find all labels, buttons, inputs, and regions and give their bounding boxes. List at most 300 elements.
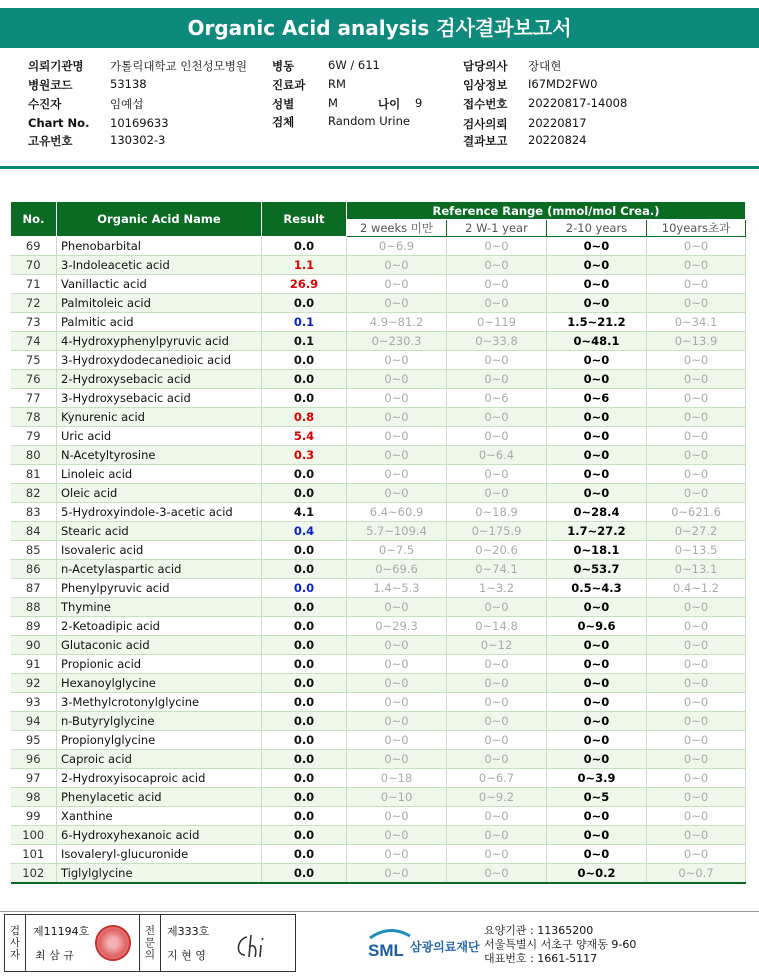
ref-under-2w: 0~0 [347, 427, 447, 446]
header-result: Result [262, 202, 347, 237]
header-name: Organic Acid Name [57, 202, 262, 237]
ref-under-2w: 0~0 [347, 826, 447, 845]
ref-under-2w: 0~0 [347, 655, 447, 674]
ref-under-2w: 0~10 [347, 788, 447, 807]
ref-under-2w: 1.4~5.3 [347, 579, 447, 598]
table-row [11, 560, 746, 579]
table-row [11, 845, 746, 864]
ref-over-10y: 0~0 [647, 788, 746, 807]
result-value: 0.0 [262, 807, 347, 826]
acid-name: Propionic acid [57, 655, 262, 674]
table-row [11, 237, 746, 256]
row-number: 86 [11, 560, 57, 579]
confirmer-vertical-label: 전 문 의 [144, 925, 156, 961]
ref-over-10y: 0~0 [647, 655, 746, 674]
acid-name: 3-Indoleacetic acid [57, 256, 262, 275]
row-number: 96 [11, 750, 57, 769]
row-number: 73 [11, 313, 57, 332]
table-row [11, 807, 746, 826]
ref-2-10y: 0~0 [547, 750, 647, 769]
ref-over-10y: 0~34.1 [647, 313, 746, 332]
row-number: 78 [11, 408, 57, 427]
chart-label: Chart No. [28, 116, 90, 130]
ref-2w-1y: 0~0 [447, 655, 547, 674]
ref-under-2w: 0~0 [347, 598, 447, 617]
table-row [11, 294, 746, 313]
ref-under-2w: 0~0 [347, 864, 447, 883]
header-ref-2: 2 W-1 year [447, 220, 547, 237]
table-row [11, 389, 746, 408]
ref-2-10y: 0~0 [547, 845, 647, 864]
table-row [11, 826, 746, 845]
row-number: 81 [11, 465, 57, 484]
result-value: 0.0 [262, 541, 347, 560]
ref-over-10y: 0~0 [647, 750, 746, 769]
ref-2w-1y: 0~14.8 [447, 617, 547, 636]
ref-2w-1y: 0~175.9 [447, 522, 547, 541]
row-number: 69 [11, 237, 57, 256]
acid-name: n-Butyrylglycine [57, 712, 262, 731]
ref-over-10y: 0~0 [647, 826, 746, 845]
ref-over-10y: 0~0 [647, 275, 746, 294]
ref-over-10y: 0~0 [647, 446, 746, 465]
ref-2-10y: 0~0 [547, 731, 647, 750]
acid-name: n-Acetylaspartic acid [57, 560, 262, 579]
result-value: 0.8 [262, 408, 347, 427]
divider [0, 166, 759, 169]
ref-2w-1y: 0~0 [447, 712, 547, 731]
table-row [11, 313, 746, 332]
age-value: 9 [415, 96, 423, 110]
ref-over-10y: 0~0 [647, 256, 746, 275]
result-value: 0.1 [262, 313, 347, 332]
ref-2-10y: 0~0 [547, 598, 647, 617]
dept-label: 진료과 [272, 78, 306, 92]
table-row [11, 579, 746, 598]
ref-2w-1y: 0~12 [447, 636, 547, 655]
acid-name: 4-Hydroxyphenylpyruvic acid [57, 332, 262, 351]
result-value: 0.0 [262, 655, 347, 674]
ref-under-2w: 0~0 [347, 693, 447, 712]
table-row [11, 788, 746, 807]
examiner-vertical-label: 검 사 자 [9, 925, 21, 961]
ref-over-10y: 0~0 [647, 427, 746, 446]
ref-2w-1y: 0~20.6 [447, 541, 547, 560]
ref-over-10y: 0~0 [647, 598, 746, 617]
ref-2-10y: 0~0 [547, 807, 647, 826]
ref-under-2w: 0~69.6 [347, 560, 447, 579]
ref-under-2w: 0~0 [347, 370, 447, 389]
age-label: 나이 [378, 97, 401, 111]
request-value: 20220817 [528, 116, 587, 130]
ref-2-10y: 0~3.9 [547, 769, 647, 788]
row-number: 77 [11, 389, 57, 408]
acid-name: 2-Ketoadipic acid [57, 617, 262, 636]
ref-over-10y: 0~0 [647, 370, 746, 389]
row-number: 82 [11, 484, 57, 503]
ref-under-2w: 5.7~109.4 [347, 522, 447, 541]
ref-2w-1y: 0~0 [447, 256, 547, 275]
row-number: 100 [11, 826, 57, 845]
result-value: 0.0 [262, 826, 347, 845]
acid-name: Xanthine [57, 807, 262, 826]
row-number: 89 [11, 617, 57, 636]
doctor-label: 담당의사 [463, 59, 508, 73]
ref-over-10y: 0~0 [647, 807, 746, 826]
result-value: 0.0 [262, 636, 347, 655]
result-value: 4.1 [262, 503, 347, 522]
sex-label: 성별 [272, 97, 295, 111]
table-row [11, 731, 746, 750]
examiner-name: 최 삼 규 [35, 949, 74, 962]
hospital-code-label: 병원코드 [28, 78, 73, 92]
ref-under-2w: 4.9~81.2 [347, 313, 447, 332]
table-row [11, 370, 746, 389]
ref-under-2w: 0~0 [347, 446, 447, 465]
row-number: 80 [11, 446, 57, 465]
ref-2w-1y: 0~0 [447, 731, 547, 750]
request-label: 검사의뢰 [463, 117, 508, 131]
ref-2-10y: 0~0 [547, 465, 647, 484]
ref-over-10y: 0~0 [647, 845, 746, 864]
table-row [11, 769, 746, 788]
receipt-label: 접수번호 [463, 97, 508, 111]
ref-2-10y: 0~0 [547, 427, 647, 446]
ref-2w-1y: 0~74.1 [447, 560, 547, 579]
ref-over-10y: 0~0 [647, 769, 746, 788]
acid-name: 2-Hydroxysebacic acid [57, 370, 262, 389]
patient-info [0, 56, 759, 156]
ref-under-2w: 6.4~60.9 [347, 503, 447, 522]
results-table [10, 201, 746, 884]
row-number: 95 [11, 731, 57, 750]
ref-over-10y: 0~0 [647, 465, 746, 484]
acid-name: 2-Hydroxyisocaproic acid [57, 769, 262, 788]
report-date-label: 결과보고 [463, 134, 508, 148]
report-title: Organic Acid analysis 검사결과보고서 [0, 8, 759, 48]
acid-name: Uric acid [57, 427, 262, 446]
table-row [11, 864, 746, 883]
row-number: 94 [11, 712, 57, 731]
ref-under-2w: 0~0 [347, 484, 447, 503]
ref-over-10y: 0~0 [647, 712, 746, 731]
acid-name: 6-Hydroxyhexanoic acid [57, 826, 262, 845]
table-row [11, 617, 746, 636]
ref-over-10y: 0~0 [647, 636, 746, 655]
table-row [11, 465, 746, 484]
row-number: 92 [11, 674, 57, 693]
unique-value: 130302-3 [110, 133, 166, 147]
result-value: 0.0 [262, 465, 347, 484]
result-value: 0.0 [262, 674, 347, 693]
ref-2-10y: 0~0 [547, 370, 647, 389]
acid-name: Palmitoleic acid [57, 294, 262, 313]
ref-over-10y: 0~13.9 [647, 332, 746, 351]
specimen-label: 검체 [272, 115, 295, 129]
row-number: 87 [11, 579, 57, 598]
ref-under-2w: 0~0 [347, 750, 447, 769]
row-number: 84 [11, 522, 57, 541]
ref-2w-1y: 0~0 [447, 484, 547, 503]
ref-2-10y: 0~53.7 [547, 560, 647, 579]
ward-label: 병동 [272, 59, 295, 73]
result-value: 0.0 [262, 864, 347, 883]
ref-under-2w: 0~0 [347, 674, 447, 693]
ref-2w-1y: 0~0 [447, 750, 547, 769]
org-code: 요양기관 : 11365200 [484, 924, 594, 937]
row-number: 99 [11, 807, 57, 826]
ref-2-10y: 0~0 [547, 655, 647, 674]
acid-name: Linoleic acid [57, 465, 262, 484]
ref-under-2w: 0~230.3 [347, 332, 447, 351]
ref-under-2w: 0~0 [347, 408, 447, 427]
result-value: 26.9 [262, 275, 347, 294]
ref-2w-1y: 0~0 [447, 465, 547, 484]
header-ref-4: 10years초과 [647, 220, 746, 237]
ref-under-2w: 0~6.9 [347, 237, 447, 256]
ref-2w-1y: 0~0 [447, 807, 547, 826]
result-value: 0.0 [262, 351, 347, 370]
acid-name: Tiglylglycine [57, 864, 262, 883]
receipt-value: 20220817-14008 [528, 96, 628, 110]
header-reference: Reference Range (mmol/mol Crea.) [347, 202, 746, 220]
signature [233, 931, 273, 967]
acid-name: N-Acetyltyrosine [57, 446, 262, 465]
ref-2-10y: 0~5 [547, 788, 647, 807]
ref-2-10y: 0~48.1 [547, 332, 647, 351]
result-value: 0.0 [262, 370, 347, 389]
ref-2w-1y: 0~0 [447, 674, 547, 693]
ref-over-10y: 0~0.7 [647, 864, 746, 883]
ref-2-10y: 0~18.1 [547, 541, 647, 560]
ref-under-2w: 0~0 [347, 807, 447, 826]
row-number: 76 [11, 370, 57, 389]
ref-2w-1y: 0~0 [447, 294, 547, 313]
table-row [11, 484, 746, 503]
dept-value: RM [328, 77, 346, 91]
ref-2-10y: 0~0 [547, 484, 647, 503]
row-number: 88 [11, 598, 57, 617]
table-row [11, 256, 746, 275]
row-number: 75 [11, 351, 57, 370]
result-value: 0.4 [262, 522, 347, 541]
seal-stamp [95, 925, 131, 961]
acid-name: Thymine [57, 598, 262, 617]
ref-over-10y: 0~0 [647, 484, 746, 503]
doctor-value: 장대현 [528, 59, 562, 73]
table-row [11, 750, 746, 769]
ref-over-10y: 0~13.5 [647, 541, 746, 560]
ref-2w-1y: 0~0 [447, 275, 547, 294]
ref-2w-1y: 0~9.2 [447, 788, 547, 807]
table-row [11, 674, 746, 693]
row-number: 71 [11, 275, 57, 294]
ref-over-10y: 0.4~1.2 [647, 579, 746, 598]
table-row [11, 712, 746, 731]
examiner-id: 제11194호 [33, 925, 90, 938]
acid-name: Oleic acid [57, 484, 262, 503]
ref-over-10y: 0~0 [647, 693, 746, 712]
ref-2-10y: 0~0 [547, 674, 647, 693]
org-phone: 대표번호 : 1661-5117 [484, 952, 598, 965]
ref-over-10y: 0~0 [647, 617, 746, 636]
header-ref-1: 2 weeks 미만 [347, 220, 447, 237]
result-value: 0.0 [262, 693, 347, 712]
table-row [11, 332, 746, 351]
result-value: 0.0 [262, 617, 347, 636]
ref-2-10y: 0~9.6 [547, 617, 647, 636]
ref-2w-1y: 0~6.4 [447, 446, 547, 465]
acid-name: Isovaleric acid [57, 541, 262, 560]
acid-name: 3-Hydroxysebacic acid [57, 389, 262, 408]
hospital-code-value: 53138 [110, 77, 147, 91]
row-number: 101 [11, 845, 57, 864]
row-number: 70 [11, 256, 57, 275]
specimen-value: Random Urine [328, 114, 410, 128]
acid-name: Stearic acid [57, 522, 262, 541]
row-number: 72 [11, 294, 57, 313]
ref-over-10y: 0~0 [647, 674, 746, 693]
ref-under-2w: 0~18 [347, 769, 447, 788]
result-value: 0.0 [262, 845, 347, 864]
result-value: 0.1 [262, 332, 347, 351]
ref-under-2w: 0~0 [347, 712, 447, 731]
ref-2w-1y: 0~0 [447, 427, 547, 446]
ref-2-10y: 0~0 [547, 256, 647, 275]
ref-2-10y: 0~0 [547, 294, 647, 313]
sex-value: M [328, 96, 338, 110]
ref-under-2w: 0~0 [347, 256, 447, 275]
table-row [11, 655, 746, 674]
acid-name: Palmitic acid [57, 313, 262, 332]
ref-over-10y: 0~0 [647, 294, 746, 313]
ref-2-10y: 0~28.4 [547, 503, 647, 522]
acid-name: 5-Hydroxyindole-3-acetic acid [57, 503, 262, 522]
ref-over-10y: 0~13.1 [647, 560, 746, 579]
ref-2-10y: 0~0 [547, 693, 647, 712]
ref-2-10y: 0~0.2 [547, 864, 647, 883]
results-body [11, 237, 746, 883]
acid-name: 3-Methylcrotonylglycine [57, 693, 262, 712]
ref-over-10y: 0~0 [647, 237, 746, 256]
acid-name: Vanillactic acid [57, 275, 262, 294]
org-address: 서울특별시 서초구 양재동 9-60 [484, 938, 637, 951]
ref-under-2w: 0~0 [347, 294, 447, 313]
org-info [484, 924, 636, 966]
ref-2-10y: 1.7~27.2 [547, 522, 647, 541]
result-value: 0.3 [262, 446, 347, 465]
institution-label: 의뢰기관명 [28, 59, 84, 73]
result-value: 0.0 [262, 389, 347, 408]
ref-2w-1y: 0~6 [447, 389, 547, 408]
report-date-value: 20220824 [528, 133, 587, 147]
acid-name: Phenylpyruvic acid [57, 579, 262, 598]
institution-value: 가톨릭대학교 인천성모병원 [110, 59, 247, 73]
ref-2-10y: 0~0 [547, 712, 647, 731]
result-value: 0.0 [262, 598, 347, 617]
row-number: 102 [11, 864, 57, 883]
ref-2-10y: 0.5~4.3 [547, 579, 647, 598]
table-row [11, 408, 746, 427]
acid-name: Glutaconic acid [57, 636, 262, 655]
row-number: 97 [11, 769, 57, 788]
result-value: 0.0 [262, 237, 347, 256]
org-name: 삼광의료재단 [410, 940, 480, 954]
ref-under-2w: 0~7.5 [347, 541, 447, 560]
table-row [11, 446, 746, 465]
ref-2-10y: 0~0 [547, 275, 647, 294]
acid-name: Hexanoylglycine [57, 674, 262, 693]
ref-2w-1y: 0~0 [447, 408, 547, 427]
result-value: 0.0 [262, 484, 347, 503]
ref-under-2w: 0~0 [347, 731, 447, 750]
ref-under-2w: 0~0 [347, 465, 447, 484]
result-value: 0.0 [262, 579, 347, 598]
acid-name: Phenobarbital [57, 237, 262, 256]
clinical-value: I67MD2FW0 [528, 77, 598, 91]
patient-label: 수진자 [28, 97, 62, 111]
ref-2w-1y: 0~6.7 [447, 769, 547, 788]
ref-2w-1y: 0~0 [447, 864, 547, 883]
signature-box [4, 914, 296, 972]
ward-value: 6W / 611 [328, 58, 380, 72]
acid-name: Isovaleryl-glucuronide [57, 845, 262, 864]
ref-2w-1y: 0~33.8 [447, 332, 547, 351]
ref-2w-1y: 0~0 [447, 237, 547, 256]
footer-divider [0, 911, 759, 912]
unique-label: 고유번호 [28, 134, 73, 148]
ref-over-10y: 0~0 [647, 389, 746, 408]
clinical-label: 임상정보 [463, 78, 508, 92]
result-value: 0.0 [262, 560, 347, 579]
result-value: 1.1 [262, 256, 347, 275]
ref-2-10y: 0~6 [547, 389, 647, 408]
acid-name: Caproic acid [57, 750, 262, 769]
confirmer-name: 지 현 영 [167, 949, 206, 962]
row-number: 91 [11, 655, 57, 674]
row-number: 83 [11, 503, 57, 522]
row-number: 93 [11, 693, 57, 712]
ref-2-10y: 0~0 [547, 351, 647, 370]
result-value: 0.0 [262, 294, 347, 313]
ref-2-10y: 0~0 [547, 446, 647, 465]
svg-text:SML: SML [368, 941, 404, 960]
ref-2w-1y: 0~18.9 [447, 503, 547, 522]
table-row [11, 636, 746, 655]
result-value: 5.4 [262, 427, 347, 446]
result-value: 0.0 [262, 750, 347, 769]
ref-2w-1y: 0~0 [447, 351, 547, 370]
row-number: 74 [11, 332, 57, 351]
patient-value: 임예섭 [110, 97, 144, 111]
header-no: No. [11, 202, 57, 237]
table-row [11, 693, 746, 712]
acid-name: Phenylacetic acid [57, 788, 262, 807]
ref-under-2w: 0~0 [347, 636, 447, 655]
header-ref-3: 2-10 years [547, 220, 647, 237]
ref-2w-1y: 0~119 [447, 313, 547, 332]
ref-over-10y: 0~27.2 [647, 522, 746, 541]
ref-2-10y: 0~0 [547, 408, 647, 427]
table-row [11, 351, 746, 370]
result-value: 0.0 [262, 788, 347, 807]
ref-2w-1y: 0~0 [447, 845, 547, 864]
ref-2w-1y: 1~3.2 [447, 579, 547, 598]
acid-name: Kynurenic acid [57, 408, 262, 427]
ref-2-10y: 0~0 [547, 636, 647, 655]
ref-2w-1y: 0~0 [447, 826, 547, 845]
confirmer-id: 제333호 [167, 925, 210, 938]
